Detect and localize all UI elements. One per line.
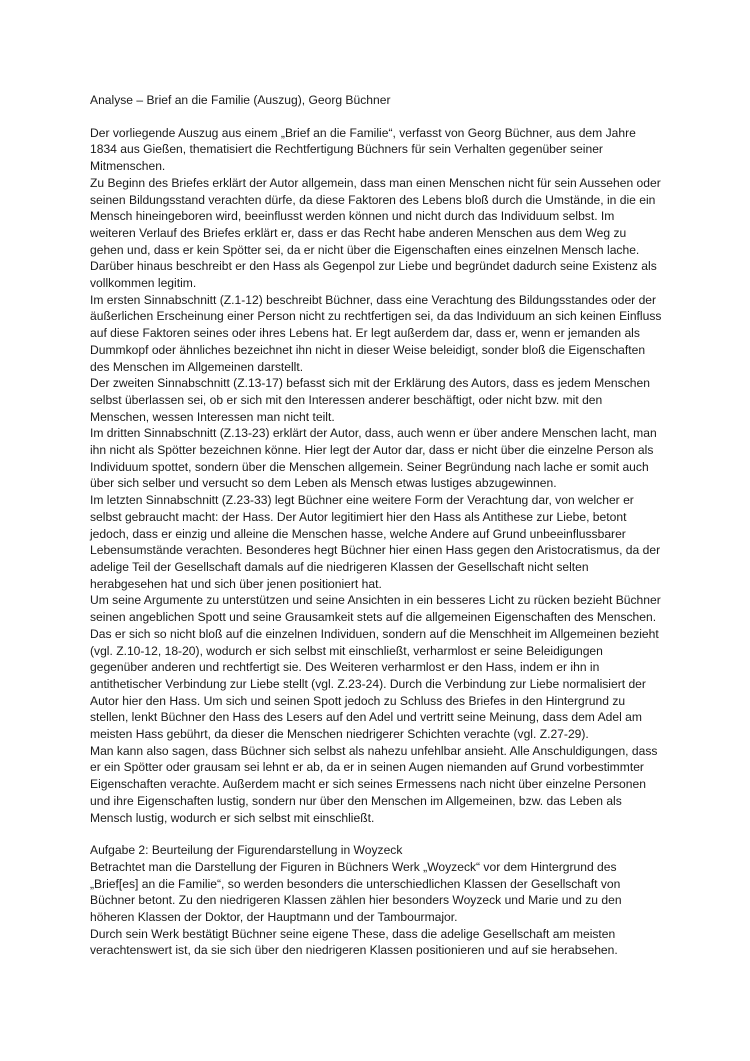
task2-paragraph-2: Durch sein Werk bestätigt Büchner seine eigene These, dass die adelige Gesellschaft am meisten verachtenswert ist, da sie sich über den niedrigeren Klassen positionieren und auf sie herabsehen. bbox=[90, 926, 618, 958]
paragraph-conclusion: Man kann also sagen, dass Büchner sich selbst als nahezu unfehlbar ansieht. Alle Anschuldigungen, dass er ein Spötter oder grausam sei lehnt er ab, da er in seinen Augen niemanden auf Grund vorbestimmter Eigenschaften verachte. Außerdem macht er sich seines Ermessens nach nicht über einzelne Personen und ihre Eigenschaften lustig, sondern nur über den Menschen im Allgemeinen, bzw. das Leben als Mensch lustig, wodurch er sich selbst mit einschließt. bbox=[90, 743, 658, 825]
paragraph-argumentation: Um seine Argumente zu unterstützen und seine Ansichten in ein besseres Licht zu rücken bezieht Büchner seinen angeblichen Spott und seine Grausamkeit stets auf die allgemeinen Eigenschaften des Menschen. Das er sich so nicht bloß auf die einzelnen Individuen, sondern auf die Menschheit im Allgemeinen bezieht (vgl. Z.10-12, 18-20), wodurch er sich selbst mit einschließt, verharmlost er seine Beleidigungen gegenüber anderen und rechtfertigt sie. Des Weiteren verharmlost er den Hass, indem er ihn in antithetischer Verbindung zur Liebe stellt (vgl. Z.23-24). Durch die Verbindung zur Liebe normalisiert der Autor hier den Hass. Um sich und seinen Spott jedoch zu Schluss des Briefes in den Hintergrund zu stellen, lenkt Büchner den Hass des Lesers auf den Adel und vertritt seine Meinung, dass dem Adel am meisten Hass gebührt, da dieser die Menschen niedrigerer Schichten verachte (vgl. Z.27-29). bbox=[90, 593, 661, 742]
paragraph-section-2: Der zweiten Sinnabschnitt (Z.13-17) befasst sich mit der Erklärung des Autors, dass es jedem Menschen selbst überlassen sei, ob er sich mit den Interessen anderer beschäftigt, oder nicht bzw. mit den Menschen, wessen Interessen man nicht teilt. bbox=[90, 376, 650, 424]
paragraph-introduction: Der vorliegende Auszug aus einem „Brief an die Familie“, verfasst von Georg Büchner, aus dem Jahre 1834 aus Gießen, thematisiert die Rechtfertigung Büchners für sein Verhalten gegenüber seiner Mitmenschen. bbox=[90, 125, 636, 174]
paragraph-section-1: Im ersten Sinnabschnitt (Z.1-12) beschreibt Büchner, dass eine Verachtung des Bildungsstandes oder der äußerlichen Erscheinung einer Person nicht zu rechtfertigen sei, da das Individuum an sich keinen Einfluss auf diese Faktoren seines oder ihres Lebens hat. Er legt außerdem dar, dass er, wenn er jemanden als Dummkopf oder ähnliches bezeichnet ihn nicht in dieser Weise beleidigt, sonder bloß die Eigenschaften des Menschen im Allgemeinen darstellt. bbox=[90, 292, 662, 374]
document-page bbox=[90, 92, 662, 959]
paragraph-section-4: Im letzten Sinnabschnitt (Z.23-33) legt Büchner eine weitere Form der Verachtung dar, von welcher er selbst gebraucht macht: der Hass. Der Autor legitimiert hier den Hass als Antithese zur Liebe, betont jedoch, dass er einzig und alleine die Menschen hasse, welche Andere auf Grund unbeeinflussbarer Lebensumstände verachten. Besonderes hegt Büchner hier einen Hass gegen den Aristocratismus, da der adelige Teil der Gesellschaft damals auf die niedrigeren Klassen der Gesellschaft nicht selten herabgesehen hat und sich über jenen positioniert hat. bbox=[90, 493, 661, 591]
document-title: Analyse – Brief an die Familie (Auszug), Georg Büchner bbox=[90, 93, 391, 107]
analysis-section bbox=[90, 125, 662, 827]
paragraph-summary: Zu Beginn des Briefes erklärt der Autor allgemein, dass man einen Menschen nicht für sein Aussehen oder seinen Bildungsstand verachten dürfe, da diese Faktoren des Lebens bloß durch die Umstände, in die ein Mensch hineingeboren wird, beeinflusst werden können und nicht durch das Individuum selbst. Im weiteren Verlauf des Briefes erklärt er, dass er das Recht habe anderen Menschen aus dem Weg zu gehen und, dass er kein Spötter sei, da er nicht über die Eigenschaften eines einzelnen Mensch lache. Darüber hinaus beschreibt er den Hass als Gegenpol zur Liebe und begründet dadurch seine Existenz als vollkommen legitim. bbox=[90, 175, 661, 291]
task2-heading: Aufgabe 2: Beurteilung der Figurendarstellung in Woyzeck bbox=[90, 843, 403, 858]
task2-section bbox=[90, 859, 662, 959]
paragraph-section-3: Im dritten Sinnabschnitt (Z.13-23) erklärt der Autor, dass, auch wenn er über andere Menschen lacht, man ihn nicht als Spötter bezeichnen könne. Hier legt der Autor dar, dass er nicht über die einzelne Person als Individuum spottet, sondern über die Menschen allgemein. Seiner Begründung nach lache er somit auch über sich selber und versucht so dem Leben als Mensch etwas lustiges abzugewinnen. bbox=[90, 426, 657, 491]
task2-paragraph-1: Betrachtet man die Darstellung der Figuren in Büchners Werk „Woyzeck“ vor dem Hintergrund des „Brief[es] an die Familie“, so werden besonders die unterschiedlichen Klassen der Gesellschaft von Büchner betont. Zu den niedrigeren Klassen zählen hier besonders Woyzeck und Marie und zu den höheren Klassen der Doktor, der Hauptmann und der Tambourmajor. bbox=[90, 859, 622, 925]
